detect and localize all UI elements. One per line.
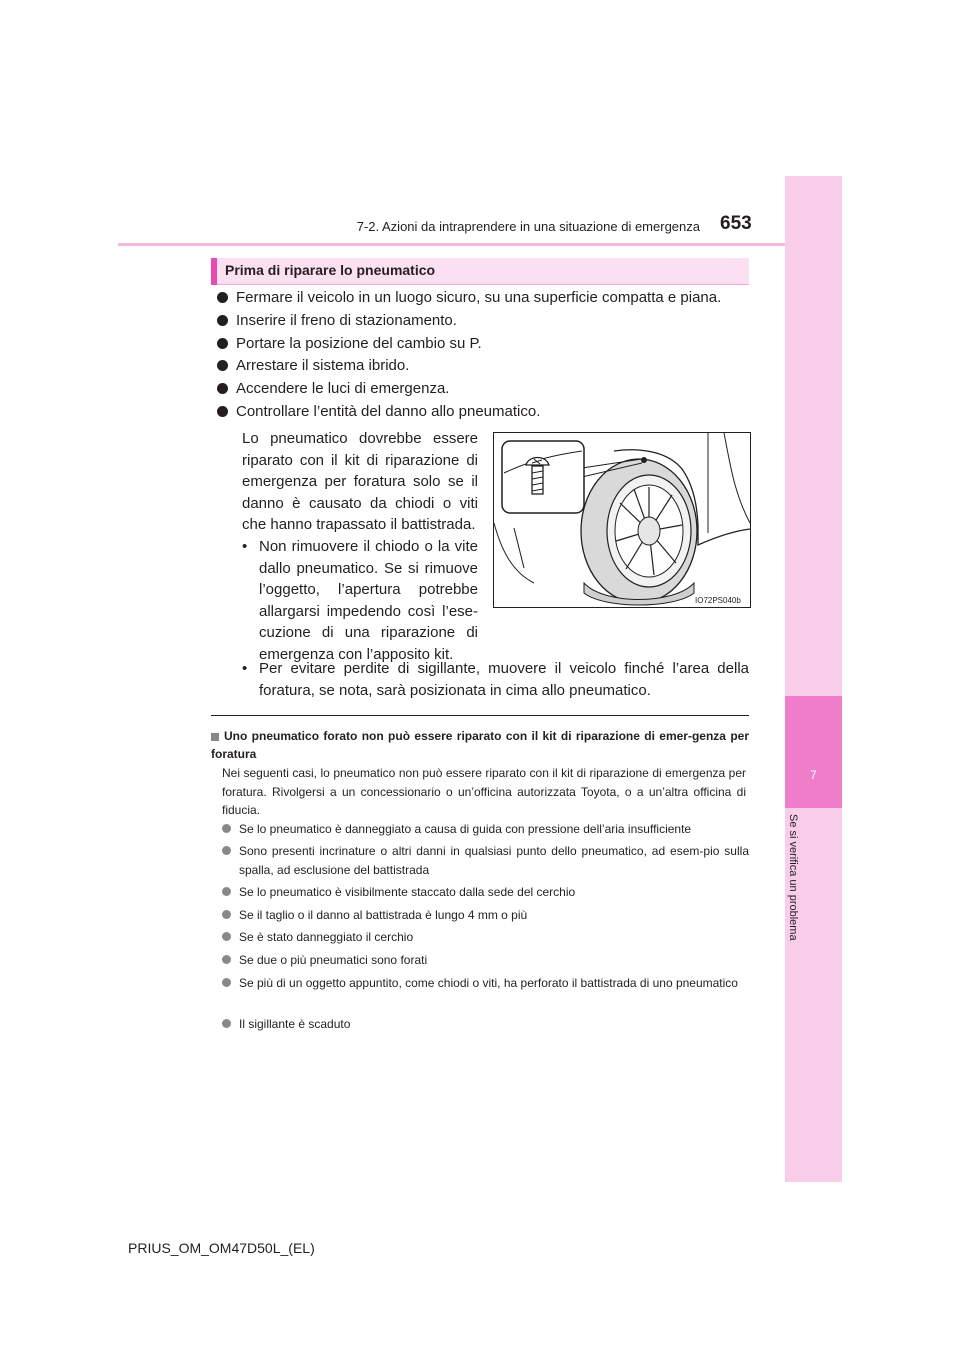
note-list-item: Se il taglio o il danno al battistrada è lungo 4 mm o più <box>222 906 749 925</box>
bullet-dot-icon <box>217 406 228 417</box>
gray-bullet-icon <box>222 910 231 919</box>
note-list-item: Il sigillante è scaduto <box>222 1015 749 1034</box>
sub-bullet-item: • Non rimuovere il chiodo o la vite dallo pneumatico. Se si rimuove l’oggetto, l’apertura potrebbe allargarsi impedendo così l’ese-cuzione di una riparazione di emergenza con l’apposito kit. <box>242 538 478 663</box>
bullet-dot-icon <box>217 338 228 349</box>
bullet-item: Inserire il freno di stazionamento. <box>211 312 457 329</box>
gray-bullet-icon <box>222 932 231 941</box>
header-rule <box>118 243 785 246</box>
bullet-item: Portare la posizione del cambio su P. <box>211 335 482 352</box>
chapter-side-tab <box>785 176 842 1182</box>
chapter-title-text: Se si verifica un problema <box>787 814 799 941</box>
bullet-dot-icon <box>217 292 228 303</box>
sub-bullet-icon: • <box>242 538 248 555</box>
bullet-item: Controllare l’entità del danno allo pneumatico. <box>211 403 540 420</box>
page-number: 653 <box>720 213 752 234</box>
document-code-footer: PRIUS_OM_OM47D50L_(EL) <box>128 1240 315 1256</box>
bullet-dot-icon <box>217 383 228 394</box>
gray-bullet-icon <box>222 887 231 896</box>
note-list-item: Se lo pneumatico è danneggiato a causa di guida con pressione dell’aria insufficiente <box>222 820 749 839</box>
tire-damage-paragraph: Lo pneumatico dovrebbe essere riparato con il kit di riparazione di emergenza per foratura solo se il danno è causato da chiodi o viti che hanno trapassato il battistrada. <box>242 430 478 533</box>
note-intro: Nei seguenti casi, lo pneumatico non può essere riparato con il kit di riparazione di emergenza per foratura. Rivolgersi a un concessionario o un’officina autorizzata Toyota, o a un’altra officina di fiducia. <box>222 766 746 817</box>
section-bar-accent <box>211 258 217 285</box>
sub-bullet-item: • Per evitare perdite di sigillante, muovere il veicolo finché l’area della foratura, se nota, sarà posizionata in cima allo pneumatico. <box>242 660 749 699</box>
bullet-item: Fermare il veicolo in un luogo sicuro, su una superficie compatta e piana. <box>211 289 721 306</box>
sub-bullet-icon: • <box>242 660 248 677</box>
bullet-item: Arrestare il sistema ibrido. <box>211 357 409 374</box>
note-heading: Uno pneumatico forato non può essere riparato con il kit di riparazione di emer-genza per foratura <box>211 729 749 761</box>
chapter-number: 7 <box>810 768 817 782</box>
note-list-item: Sono presenti incrinature o altri danni in qualsiasi punto dello pneumatico, ad esem-pio sulla spalla, ad esclusione del battistrada <box>222 842 749 879</box>
tire-illustration <box>493 432 751 608</box>
gray-bullet-icon <box>222 955 231 964</box>
section-heading: Prima di riparare lo pneumatico <box>225 262 436 278</box>
bullet-dot-icon <box>217 360 228 371</box>
chapter-title <box>784 814 804 974</box>
bullet-item: Accendere le luci di emergenza. <box>211 380 449 397</box>
note-list-item: Se è stato danneggiato il cerchio <box>222 928 749 947</box>
gray-bullet-icon <box>222 824 231 833</box>
gray-bullet-icon <box>222 978 231 987</box>
flat-tire-with-screw-icon <box>494 433 750 607</box>
bullet-dot-icon <box>217 315 228 326</box>
square-bullet-icon <box>211 733 219 741</box>
note-list-item: Se più di un oggetto appuntito, come chiodi o viti, ha perforato il battistrada di uno pneumatico <box>222 974 749 993</box>
section-divider <box>211 715 749 716</box>
note-list-item: Se due o più pneumatici sono forati <box>222 951 749 970</box>
section-title: 7-2. Azioni da intraprendere in una situazione di emergenza <box>356 219 700 234</box>
note-list-item: Se lo pneumatico è visibilmente staccato dalla sede del cerchio <box>222 883 749 902</box>
figure-code: IO72PS040b <box>695 596 741 605</box>
gray-bullet-icon <box>222 1019 231 1028</box>
chapter-tab-highlight <box>785 696 842 808</box>
gray-bullet-icon <box>222 846 231 855</box>
